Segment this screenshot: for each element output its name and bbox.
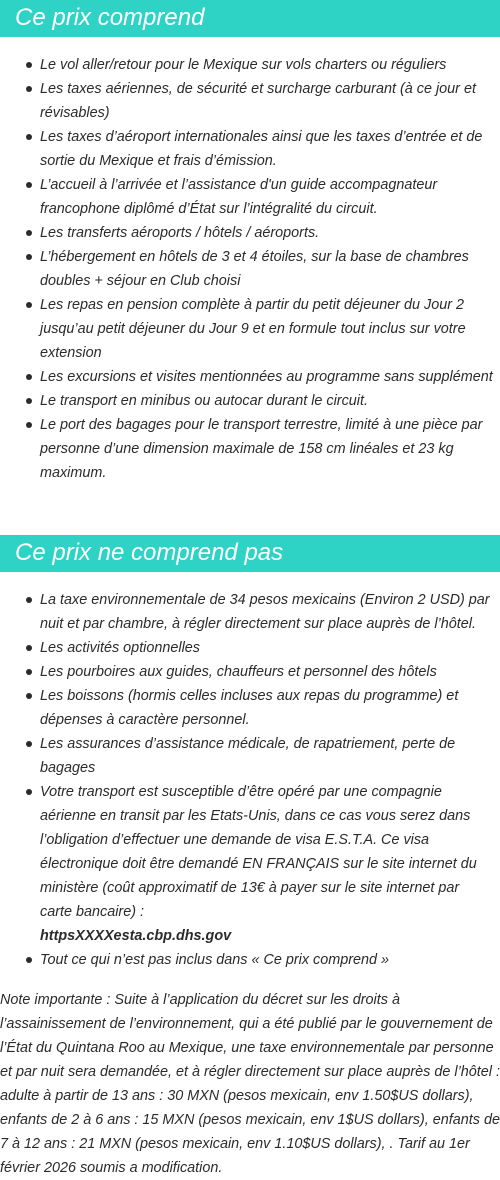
- included-list: [0, 53, 500, 485]
- list-item: Les pourboires aux guides, chauffeurs et personnel des hôtels: [40, 660, 494, 684]
- excluded-section-title: Ce prix ne comprend pas: [0, 535, 500, 572]
- important-note: Note importante : Suite à l’application du décret sur les droits à l’assainissement de l’environnement, qui a été publié par le gouvernement de l’État du Quintana Roo au Mexique, une taxe environnementale par personne et par nuit sera demandée, et à régler directement sur place auprès de l’hôtel : adulte à partir de 13 ans : 30 MXN (pesos mexicain, env 1.50$US dollars), enfants de 2 à 6 ans : 15 MXN (pesos mexicain, env 1$US dollars), enfants de 7 à 12 ans : 21 MXN (pesos mexicain, env 1.10$US dollars), . Tarif au 1er février 2026 soumis a modification.: [0, 992, 500, 1176]
- list-item: La taxe environnementale de 34 pesos mexicains (Environ 2 USD) par nuit et par chambre, à régler directement sur place auprès de l’hôtel.: [40, 588, 494, 636]
- list-item: Les assurances d’assistance médicale, de rapatriement, perte de bagages: [40, 732, 494, 780]
- list-item: Les transferts aéroports / hôtels / aéroports.: [40, 221, 494, 245]
- list-item: Les taxes d’aéroport internationales ainsi que les taxes d’entrée et de sortie du Mexique et frais d’émission.: [40, 125, 494, 173]
- list-item: Le transport en minibus ou autocar durant le circuit.: [40, 389, 494, 413]
- esta-url: httpsXXXXesta.cbp.dhs.gov: [40, 928, 232, 944]
- list-item: Le vol aller/retour pour le Mexique sur vols charters ou réguliers: [40, 53, 494, 77]
- list-item: Les excursions et visites mentionnées au programme sans supplément: [40, 365, 494, 389]
- list-item: L’hébergement en hôtels de 3 et 4 étoiles, sur la base de chambres doubles + séjour en Club choisi: [40, 245, 494, 293]
- included-section-title: Ce prix comprend: [0, 0, 500, 37]
- visa-text: Votre transport est susceptible d’être opéré par une compagnie aérienne en transit par les Etats-Unis, dans ce cas vous serez dans l’obligation d’effectuer une demande de visa E.S.T.A. Ce visa électronique doit être demandé EN FRANÇAIS sur le site internet du ministère (coût approximatif de 13€ à payer sur le site internet par carte bancaire) :: [40, 784, 477, 920]
- list-item: Le port des bagages pour le transport terrestre, limité à une pièce par personne d’une dimension maximale de 158 cm linéales et 23 kg maximum.: [40, 413, 494, 485]
- list-item: Les repas en pension complète à partir du petit déjeuner du Jour 2 jusqu’au petit déjeuner du Jour 9 et en formule tout inclus sur votre extension: [40, 293, 494, 365]
- list-item: Les activités optionnelles: [40, 636, 494, 660]
- list-item: L’accueil à l’arrivée et l’assistance d'un guide accompagnateur francophone diplômé d’État sur l’intégralité du circuit.: [40, 173, 494, 221]
- list-item: Les boissons (hormis celles incluses aux repas du programme) et dépenses à caractère personnel.: [40, 684, 494, 732]
- list-item: Tout ce qui n’est pas inclus dans « Ce prix comprend »: [40, 948, 494, 972]
- excluded-list: [0, 588, 500, 972]
- list-item-visa: [40, 780, 494, 948]
- list-item: Les taxes aériennes, de sécurité et surcharge carburant (à ce jour et révisables): [40, 77, 494, 125]
